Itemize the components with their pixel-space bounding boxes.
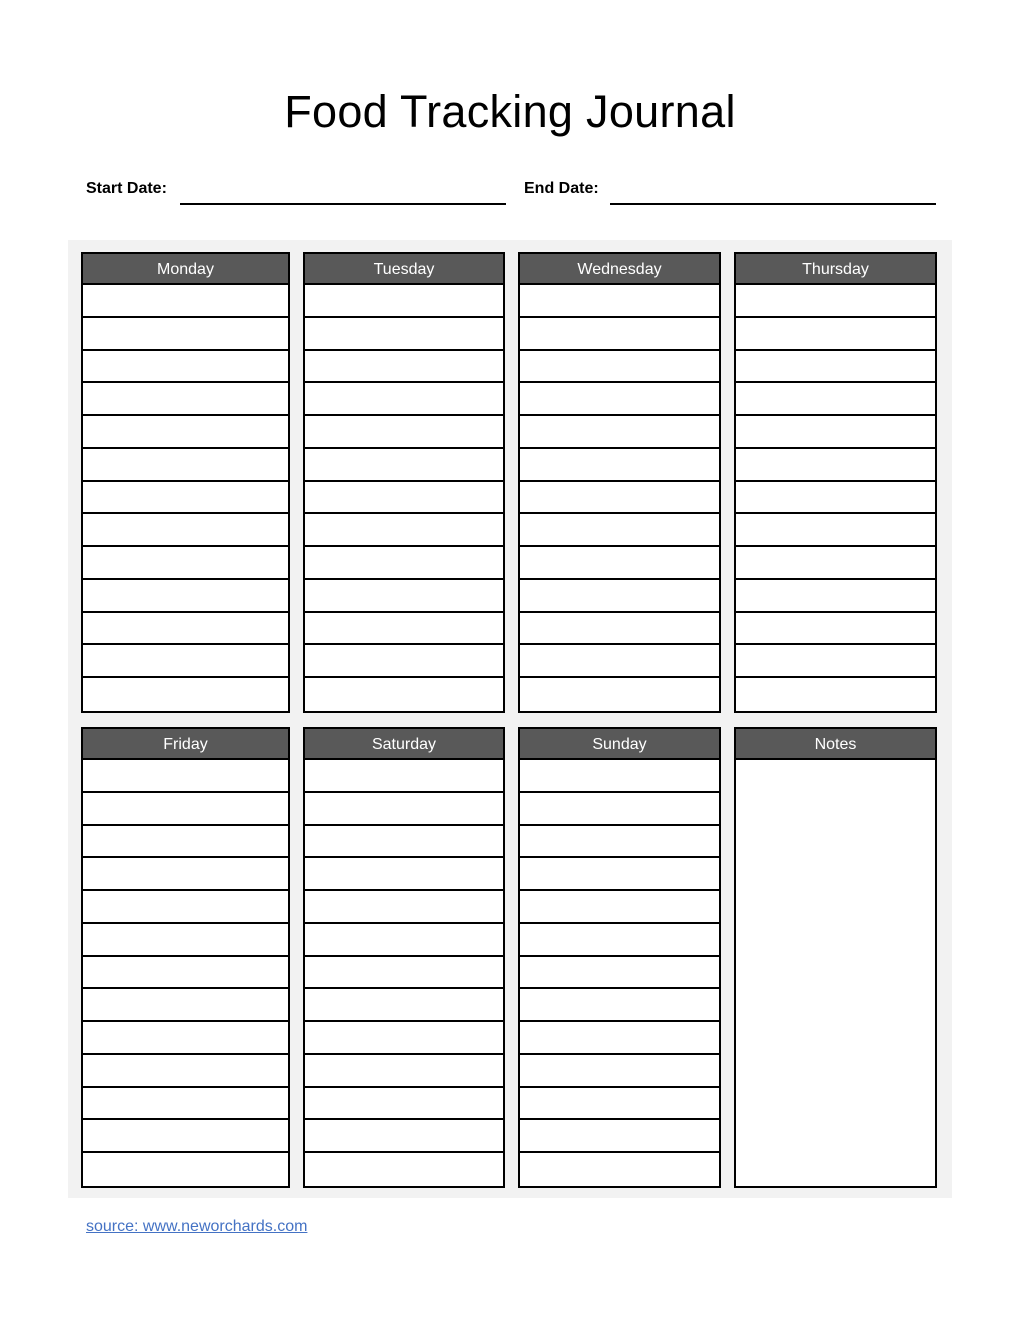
entry-row[interactable] — [305, 760, 503, 793]
entry-row[interactable] — [305, 678, 503, 711]
entry-row[interactable] — [305, 1153, 503, 1186]
entry-row[interactable] — [83, 957, 288, 990]
entry-row[interactable] — [83, 547, 288, 580]
entry-row[interactable] — [305, 858, 503, 891]
entry-row[interactable] — [736, 383, 935, 416]
day-header-monday: Monday — [83, 254, 288, 285]
entry-row[interactable] — [520, 858, 719, 891]
day-header-tuesday: Tuesday — [305, 254, 503, 285]
day-rows-monday — [83, 285, 288, 711]
entry-row[interactable] — [83, 645, 288, 678]
entry-row[interactable] — [305, 514, 503, 547]
day-rows-tuesday — [305, 285, 503, 711]
entry-row[interactable] — [83, 1055, 288, 1088]
entry-row[interactable] — [83, 318, 288, 351]
day-table-monday — [81, 252, 290, 713]
day-table-wednesday — [518, 252, 721, 713]
entry-row[interactable] — [305, 580, 503, 613]
entry-row[interactable] — [736, 318, 935, 351]
entry-row[interactable] — [520, 580, 719, 613]
notes-table — [734, 727, 937, 1188]
day-table-tuesday — [303, 252, 505, 713]
entry-row[interactable] — [305, 957, 503, 990]
entry-row[interactable] — [520, 1153, 719, 1186]
entry-row[interactable] — [520, 547, 719, 580]
notes-area[interactable] — [736, 760, 935, 1186]
entry-row[interactable] — [305, 1088, 503, 1121]
page-title: Food Tracking Journal — [284, 86, 736, 137]
start-date-field[interactable] — [180, 203, 506, 205]
entry-row[interactable] — [736, 547, 935, 580]
entry-row[interactable] — [520, 678, 719, 711]
entry-row[interactable] — [83, 285, 288, 318]
entry-row[interactable] — [83, 482, 288, 515]
entry-row[interactable] — [83, 858, 288, 891]
entry-row[interactable] — [305, 1120, 503, 1153]
end-date-label: End Date: — [524, 180, 599, 197]
entry-row[interactable] — [736, 613, 935, 646]
entry-row[interactable] — [83, 989, 288, 1022]
entry-row[interactable] — [520, 482, 719, 515]
day-rows-friday — [83, 760, 288, 1186]
entry-row[interactable] — [83, 1088, 288, 1121]
entry-row[interactable] — [520, 924, 719, 957]
entry-row[interactable] — [305, 383, 503, 416]
entry-row[interactable] — [83, 383, 288, 416]
entry-row[interactable] — [83, 678, 288, 711]
entry-row[interactable] — [83, 449, 288, 482]
entry-row[interactable] — [305, 613, 503, 646]
entry-row[interactable] — [736, 416, 935, 449]
entry-row[interactable] — [305, 416, 503, 449]
day-header-friday: Friday — [83, 729, 288, 760]
entry-row[interactable] — [520, 318, 719, 351]
entry-row[interactable] — [520, 613, 719, 646]
entry-row[interactable] — [83, 793, 288, 826]
day-rows-saturday — [305, 760, 503, 1186]
entry-row[interactable] — [83, 924, 288, 957]
day-header-sunday: Sunday — [520, 729, 719, 760]
entry-row[interactable] — [83, 1022, 288, 1055]
day-header-wednesday: Wednesday — [520, 254, 719, 285]
entry-row[interactable] — [520, 351, 719, 384]
day-table-friday — [81, 727, 290, 1188]
entry-row[interactable] — [305, 891, 503, 924]
entry-row[interactable] — [305, 826, 503, 859]
entry-row[interactable] — [83, 1120, 288, 1153]
day-table-sunday — [518, 727, 721, 1188]
entry-row[interactable] — [83, 760, 288, 793]
day-table-saturday — [303, 727, 505, 1188]
entry-row[interactable] — [83, 613, 288, 646]
entry-row[interactable] — [520, 891, 719, 924]
entry-row[interactable] — [305, 989, 503, 1022]
entry-row[interactable] — [305, 547, 503, 580]
entry-row[interactable] — [305, 351, 503, 384]
entry-row[interactable] — [305, 793, 503, 826]
source-link[interactable]: source: www.neworchards.com — [86, 1218, 308, 1235]
entry-row[interactable] — [736, 285, 935, 318]
entry-row[interactable] — [520, 416, 719, 449]
start-date-label: Start Date: — [86, 180, 167, 197]
entry-row[interactable] — [83, 826, 288, 859]
entry-row[interactable] — [83, 514, 288, 547]
day-header-thursday: Thursday — [736, 254, 935, 285]
entry-row[interactable] — [520, 383, 719, 416]
entry-row[interactable] — [520, 1120, 719, 1153]
entry-row[interactable] — [736, 678, 935, 711]
entry-row[interactable] — [736, 449, 935, 482]
end-date-field[interactable] — [610, 203, 936, 205]
entry-row[interactable] — [83, 580, 288, 613]
entry-row[interactable] — [305, 449, 503, 482]
entry-row[interactable] — [520, 449, 719, 482]
entry-row[interactable] — [520, 760, 719, 793]
entry-row[interactable] — [736, 514, 935, 547]
entry-row[interactable] — [305, 1055, 503, 1088]
day-header-saturday: Saturday — [305, 729, 503, 760]
entry-row[interactable] — [520, 1022, 719, 1055]
entry-row[interactable] — [736, 482, 935, 515]
entry-row[interactable] — [83, 351, 288, 384]
entry-row[interactable] — [83, 891, 288, 924]
entry-row[interactable] — [305, 318, 503, 351]
entry-row[interactable] — [736, 645, 935, 678]
entry-row[interactable] — [305, 645, 503, 678]
entry-row[interactable] — [520, 1088, 719, 1121]
entry-row[interactable] — [520, 793, 719, 826]
entry-row[interactable] — [736, 351, 935, 384]
entry-row[interactable] — [520, 514, 719, 547]
day-table-thursday — [734, 252, 937, 713]
day-rows-thursday — [736, 285, 935, 711]
entry-row[interactable] — [736, 580, 935, 613]
entry-row[interactable] — [83, 416, 288, 449]
entry-row[interactable] — [520, 989, 719, 1022]
notes-header: Notes — [736, 729, 935, 760]
day-rows-wednesday — [520, 285, 719, 711]
entry-row[interactable] — [520, 285, 719, 318]
entry-row[interactable] — [305, 1022, 503, 1055]
entry-row[interactable] — [520, 957, 719, 990]
entry-row[interactable] — [305, 482, 503, 515]
entry-row[interactable] — [520, 826, 719, 859]
entry-row[interactable] — [305, 924, 503, 957]
entry-row[interactable] — [305, 285, 503, 318]
entry-row[interactable] — [520, 1055, 719, 1088]
entry-row[interactable] — [520, 645, 719, 678]
entry-row[interactable] — [83, 1153, 288, 1186]
day-rows-sunday — [520, 760, 719, 1186]
